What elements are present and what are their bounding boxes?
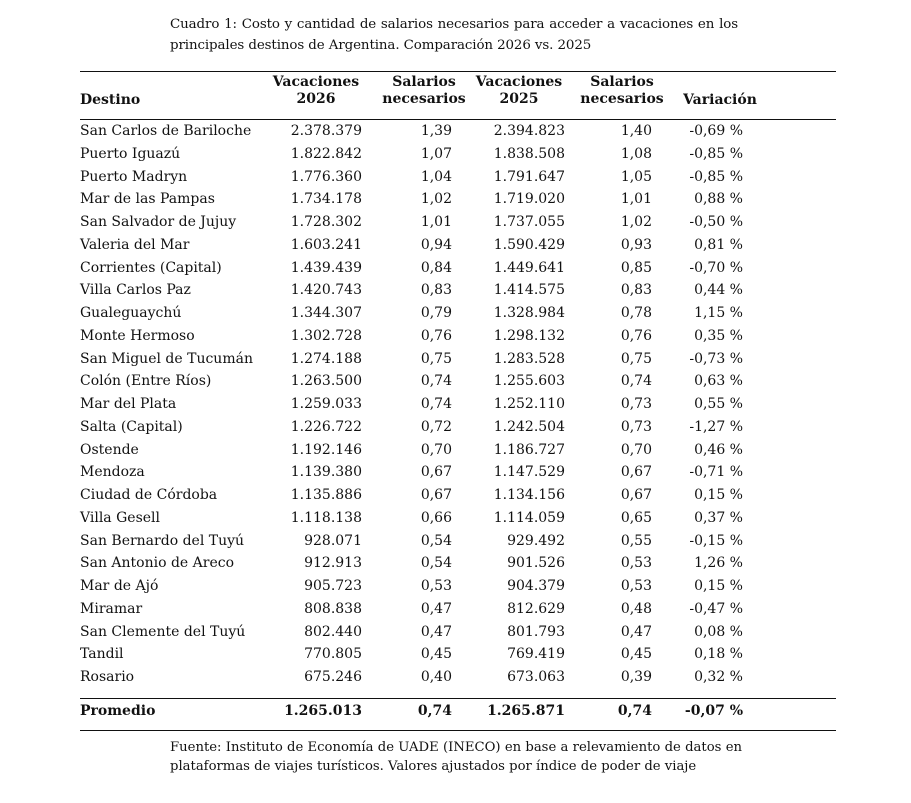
cell-sal-2025: 1,08: [620, 145, 652, 162]
cell-vac-2026: 1.344.307: [290, 305, 362, 321]
cell-vac-2026: 802.440: [304, 623, 362, 640]
cell-vac-2025: 1.283.528: [493, 350, 565, 367]
cell-destino: Monte Hermoso: [80, 327, 195, 344]
cell-vac-2025: 901.526: [507, 555, 565, 572]
cell-sal-2025: 0,75: [620, 350, 652, 367]
cell-sal-2026: 0,53: [420, 578, 452, 594]
cell-sal-2025: 0,93: [620, 236, 652, 253]
cell-vac-2026: 1.259.033: [290, 396, 362, 412]
cell-sal-2025: 0,65: [620, 509, 652, 526]
cell-sal-2025: 0,85: [620, 259, 652, 276]
cell-vac-2026: 770.805: [304, 646, 362, 663]
table-row: [80, 370, 743, 393]
cell-sal-2025: 0,53: [620, 578, 652, 594]
cell-vac-2026: 1.439.439: [290, 259, 362, 276]
cell-sal-2025: 0,67: [620, 464, 652, 481]
cell-vac-2025: 1.791.647: [493, 168, 565, 185]
cell-vac-2025: 812.629: [507, 600, 565, 617]
cell-vac-2025: 1.449.641: [493, 259, 565, 276]
cell-sal-2026: 1,01: [420, 214, 452, 230]
cell-sal-2026: 0,54: [420, 555, 452, 572]
cell-vac-2026: 1.603.241: [290, 236, 362, 253]
cell-destino: Valeria del Mar: [80, 236, 190, 253]
table-row: [80, 484, 743, 507]
table-row: [80, 530, 743, 553]
data-table: [80, 120, 743, 689]
cell-vac-2026: 1.263.500: [290, 373, 362, 390]
table-row: [80, 257, 743, 280]
cell-destino: Tandil: [80, 646, 124, 663]
cell-sal-2025: 0,67: [620, 487, 652, 503]
table-row: [80, 643, 743, 666]
cell-vac-2026: 1.734.178: [290, 191, 362, 208]
cell-destino: Miramar: [80, 600, 143, 617]
cell-sal-2025: 0,53: [620, 555, 652, 572]
cell-destino: Puerto Iguazú: [80, 145, 181, 162]
average-vac-2025: 1.265.871: [487, 703, 565, 719]
cell-vac-2026: 2.378.379: [290, 123, 362, 139]
cell-sal-2026: 0,72: [420, 418, 452, 435]
cell-vac-2025: 1.252.110: [493, 396, 565, 412]
table-row: [80, 393, 743, 416]
cell-sal-2025: 0,73: [620, 396, 652, 412]
cell-vac-2025: 1.255.603: [493, 373, 565, 390]
cell-variacion: 0,55 %: [694, 396, 743, 412]
cell-destino: San Miguel de Tucumán: [80, 350, 253, 367]
cell-variacion: -0,70 %: [689, 259, 743, 276]
cell-sal-2026: 1,02: [420, 191, 452, 208]
cell-variacion: -0,47 %: [689, 600, 743, 617]
top-rule: [80, 71, 836, 72]
cell-destino: San Antonio de Areco: [80, 555, 235, 572]
cell-destino: Villa Carlos Paz: [80, 282, 191, 299]
table-row: [80, 666, 743, 689]
cell-vac-2025: 1.328.984: [493, 305, 565, 321]
cell-sal-2025: 0,73: [620, 418, 652, 435]
cell-vac-2026: 1.274.188: [290, 350, 362, 367]
cell-destino: Villa Gesell: [80, 509, 160, 526]
table-row: [80, 598, 743, 621]
cell-variacion: 0,63 %: [694, 373, 743, 390]
cell-vac-2026: 1.776.360: [290, 168, 362, 185]
cell-vac-2025: 801.793: [507, 623, 565, 640]
cell-sal-2026: 0,75: [420, 350, 452, 367]
table-row: [80, 439, 743, 462]
caption-line-2: principales destinos de Argentina. Comparación 2026 vs. 2025: [170, 38, 592, 53]
cell-destino: Rosario: [80, 669, 135, 685]
cell-sal-2026: 0,67: [420, 487, 452, 503]
cell-vac-2026: 912.913: [304, 555, 362, 572]
cell-sal-2025: 1,02: [620, 214, 652, 230]
average-top-rule: [80, 698, 836, 699]
table-row: [80, 552, 743, 575]
cell-sal-2026: 0,47: [420, 623, 452, 640]
cell-vac-2026: 1.728.302: [290, 214, 362, 230]
header-salarios-2026: Salarios necesarios: [382, 74, 466, 107]
table-row: [80, 621, 743, 644]
cell-sal-2026: 0,45: [420, 646, 452, 663]
cell-sal-2025: 0,39: [620, 669, 652, 685]
table-row: [80, 234, 743, 257]
cell-vac-2025: 1.134.156: [493, 487, 565, 503]
cell-destino: Mar del Plata: [80, 396, 177, 412]
table-row: [80, 575, 743, 598]
table-caption: [170, 14, 738, 56]
cell-vac-2025: 1.186.727: [493, 441, 565, 458]
cell-vac-2025: 904.379: [507, 578, 565, 594]
cell-vac-2026: 1.420.743: [290, 282, 362, 299]
source-note: [170, 738, 742, 776]
cell-vac-2025: 1.242.504: [493, 418, 565, 435]
cell-vac-2026: 675.246: [304, 669, 362, 685]
cell-sal-2025: 1,40: [620, 123, 652, 139]
cell-sal-2026: 0,47: [420, 600, 452, 617]
cell-variacion: -0,50 %: [689, 214, 743, 230]
cell-variacion: 0,15 %: [694, 487, 743, 503]
header-vacaciones-2025: Vacaciones 2025: [475, 74, 563, 107]
table-row: [80, 188, 743, 211]
cell-sal-2026: 1,04: [420, 168, 452, 185]
cell-variacion: 0,37 %: [694, 509, 743, 526]
table-row: [80, 120, 743, 143]
cell-vac-2026: 1.139.380: [290, 464, 362, 481]
cell-sal-2025: 1,01: [620, 191, 652, 208]
cell-vac-2025: 1.414.575: [493, 282, 565, 299]
cell-vac-2026: 1.822.842: [290, 145, 362, 162]
cell-destino: San Carlos de Bariloche: [80, 123, 252, 139]
average-row-table: [80, 700, 743, 722]
cell-vac-2025: 929.492: [507, 532, 565, 549]
cell-vac-2026: 1.302.728: [290, 327, 362, 344]
cell-vac-2026: 1.192.146: [290, 441, 362, 458]
average-variacion: -0,07 %: [684, 703, 743, 719]
cell-variacion: 0,35 %: [694, 327, 743, 344]
cell-variacion: 0,08 %: [694, 623, 743, 640]
cell-vac-2026: 928.071: [304, 532, 362, 549]
cell-vac-2025: 769.419: [507, 646, 565, 663]
cell-sal-2026: 0,66: [420, 509, 452, 526]
cell-sal-2025: 0,45: [620, 646, 652, 663]
source-line-1: Fuente: Instituto de Economía de UADE (INECO) en base a relevamiento de datos en: [170, 740, 742, 755]
average-vac-2026: 1.265.013: [284, 703, 362, 719]
table-row: [80, 348, 743, 371]
cell-variacion: 0,32 %: [694, 669, 743, 685]
table-row: [80, 416, 743, 439]
cell-vac-2026: 1.118.138: [290, 509, 362, 526]
cell-destino: San Clemente del Tuyú: [80, 623, 246, 640]
cell-variacion: -0,73 %: [689, 350, 743, 367]
cell-sal-2026: 1,07: [420, 145, 452, 162]
cell-sal-2026: 0,83: [420, 282, 452, 299]
cell-vac-2025: 1.838.508: [493, 145, 565, 162]
table-row: [80, 166, 743, 189]
cell-sal-2026: 0,76: [420, 327, 452, 344]
cell-variacion: -1,27 %: [689, 418, 743, 435]
cell-variacion: 0,15 %: [694, 578, 743, 594]
cell-sal-2025: 0,47: [620, 623, 652, 640]
cell-variacion: 1,26 %: [694, 555, 743, 572]
cell-sal-2026: 0,94: [420, 236, 452, 253]
header-salarios-2025: Salarios necesarios: [580, 74, 664, 107]
cell-sal-2025: 0,55: [620, 532, 652, 549]
cell-vac-2026: 1.135.886: [290, 487, 362, 503]
cell-sal-2026: 0,54: [420, 532, 452, 549]
cell-variacion: -0,69 %: [689, 123, 743, 139]
cell-sal-2025: 1,05: [620, 168, 652, 185]
cell-sal-2025: 0,70: [620, 441, 652, 458]
average-sal-2026: 0,74: [417, 703, 452, 719]
cell-vac-2025: 1.590.429: [493, 236, 565, 253]
cell-variacion: -0,85 %: [689, 145, 743, 162]
cell-sal-2025: 0,78: [620, 305, 652, 321]
table-row: [80, 461, 743, 484]
cell-vac-2025: 1.114.059: [493, 509, 565, 526]
cell-sal-2026: 0,74: [420, 396, 452, 412]
cell-variacion: 0,44 %: [694, 282, 743, 299]
table-row: [80, 143, 743, 166]
cell-vac-2026: 808.838: [304, 600, 362, 617]
cell-destino: Mar de las Pampas: [80, 191, 215, 208]
cell-variacion: -0,85 %: [689, 168, 743, 185]
cell-destino: Salta (Capital): [80, 418, 183, 435]
cell-sal-2026: 1,39: [420, 123, 452, 139]
header-vacaciones-2026: Vacaciones 2026: [272, 74, 360, 107]
cell-variacion: 0,46 %: [694, 441, 743, 458]
cell-destino: Corrientes (Capital): [80, 259, 222, 276]
table-row: [80, 507, 743, 530]
cell-destino: Ciudad de Córdoba: [80, 487, 218, 503]
cell-destino: San Salvador de Jujuy: [80, 214, 237, 230]
table-row: [80, 279, 743, 302]
cell-variacion: 0,18 %: [694, 646, 743, 663]
cell-vac-2025: 2.394.823: [493, 123, 565, 139]
table-row: [80, 302, 743, 325]
cell-destino: Ostende: [80, 441, 139, 458]
table-row: [80, 325, 743, 348]
cell-variacion: -0,71 %: [689, 464, 743, 481]
header-variacion: Variación: [683, 92, 757, 108]
average-label: Promedio: [80, 703, 156, 719]
cell-variacion: 1,15 %: [694, 305, 743, 321]
bottom-rule: [80, 730, 836, 731]
cell-variacion: 0,81 %: [694, 236, 743, 253]
table-row: [80, 211, 743, 234]
cell-variacion: 0,88 %: [694, 191, 743, 208]
cell-sal-2026: 0,74: [420, 373, 452, 390]
cell-destino: San Bernardo del Tuyú: [80, 532, 245, 549]
cell-sal-2026: 0,40: [420, 669, 452, 685]
cell-sal-2026: 0,67: [420, 464, 452, 481]
cell-variacion: -0,15 %: [689, 532, 743, 549]
cell-vac-2025: 1.737.055: [493, 214, 565, 230]
average-row: [80, 700, 743, 722]
cell-sal-2025: 0,74: [620, 373, 652, 390]
cell-sal-2026: 0,79: [420, 305, 452, 321]
cell-vac-2025: 673.063: [507, 669, 565, 685]
cell-destino: Puerto Madryn: [80, 168, 188, 185]
cell-vac-2026: 1.226.722: [290, 418, 362, 435]
caption-line-1: Cuadro 1: Costo y cantidad de salarios necesarios para acceder a vacaciones en los: [170, 17, 738, 32]
cell-vac-2025: 1.147.529: [493, 464, 565, 481]
cell-sal-2025: 0,83: [620, 282, 652, 299]
average-sal-2025: 0,74: [617, 703, 652, 719]
cell-sal-2025: 0,76: [620, 327, 652, 344]
header-destino: Destino: [80, 92, 141, 108]
cell-destino: Mendoza: [80, 464, 145, 481]
cell-vac-2025: 1.298.132: [493, 327, 565, 344]
cell-sal-2026: 0,84: [420, 259, 452, 276]
cell-destino: Gualeguaychú: [80, 305, 182, 321]
cell-vac-2026: 905.723: [304, 578, 362, 594]
cell-sal-2025: 0,48: [620, 600, 652, 617]
cell-sal-2026: 0,70: [420, 441, 452, 458]
source-line-2: plataformas de viajes turísticos. Valores ajustados por índice de poder de viaje: [170, 759, 697, 774]
cell-vac-2025: 1.719.020: [493, 191, 565, 208]
cell-destino: Mar de Ajó: [80, 578, 159, 594]
cell-destino: Colón (Entre Ríos): [80, 373, 212, 390]
